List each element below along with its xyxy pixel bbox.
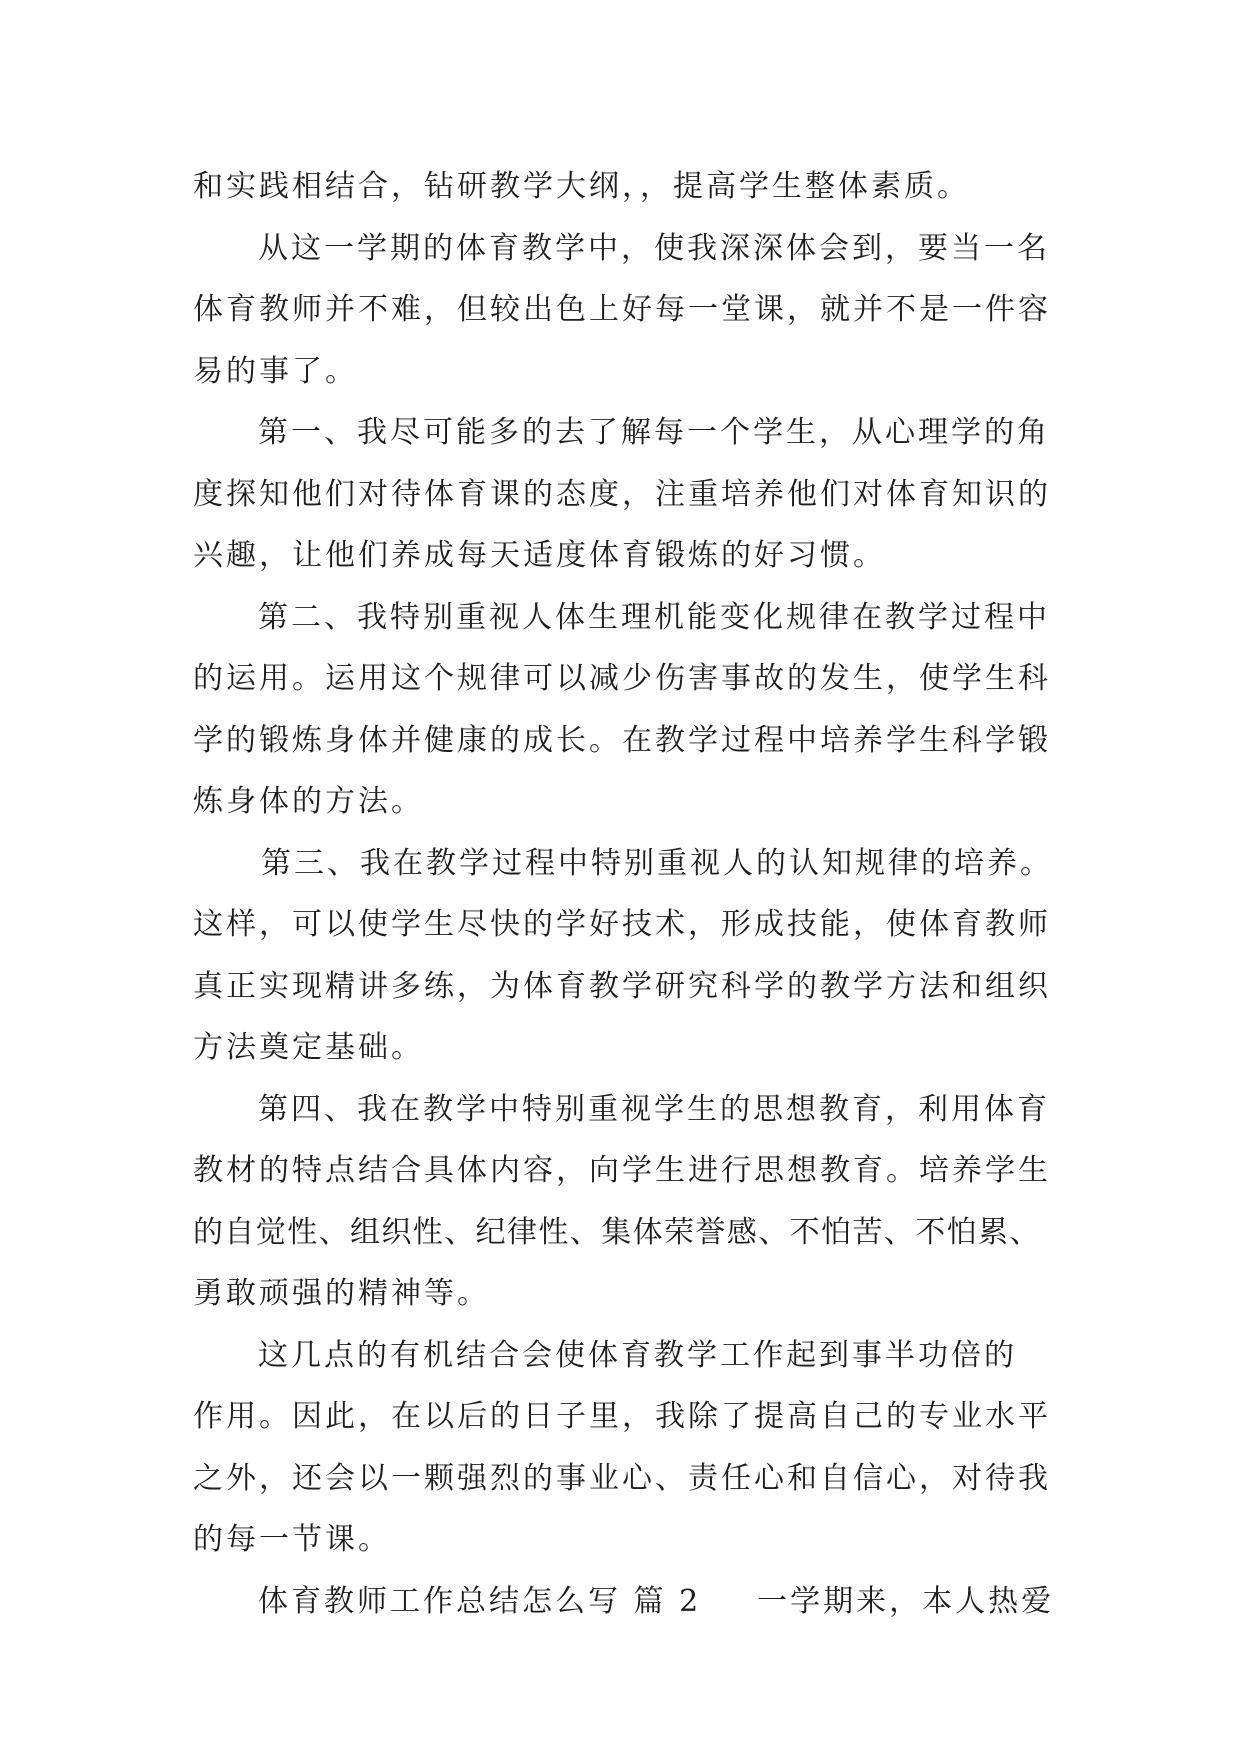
text-line: 学的锻炼身体并健康的成长。在教学过程中培养学生科学锻	[193, 722, 1051, 758]
paragraph-start: 这几点的有机结合会使体育教学工作起到事半功倍的	[258, 1337, 1017, 1373]
paragraph-start: 第一、我尽可能多的去了解每一个学生，从心理学的角	[258, 415, 1050, 450]
text-line: 勇敢顽强的精神等。	[193, 1276, 490, 1311]
paragraph-start: 第二、我特别重视人体生理机能变化规律在教学过程中	[258, 599, 1050, 635]
text-line: 兴趣，让他们养成每天适度体育锻炼的好习惯。	[193, 538, 886, 573]
text-line: 度探知他们对待体育课的态度，注重培养他们对体育知识的	[193, 476, 1051, 512]
text-line: 的自觉性、组织性、纪律性、集体荣誉感、不怕苦、不怕累、	[193, 1214, 1041, 1250]
text-line: 体育教师并不难，但较出色上好每一堂课，就并不是一件容	[193, 292, 1051, 327]
text-line: 易的事了。	[193, 353, 358, 389]
text-line: 作用。因此，在以后的日子里，我除了提高自己的专业水平	[193, 1399, 1051, 1434]
text-line: 的运用。运用这个规律可以减少伤害事故的发生，使学生科	[193, 661, 1051, 696]
text-line: 教材的特点结合具体内容，向学生进行思想教育。培养学生	[193, 1153, 1051, 1188]
text-line: 真正实现精讲多练，为体育教学研究科学的教学方法和组织	[193, 968, 1051, 1004]
paragraph-start: 从这一学期的体育教学中，使我深深体会到，要当一名	[258, 230, 1050, 266]
text-line: 方法奠定基础。	[193, 1030, 424, 1065]
text-line: 之外，还会以一颗强烈的事业心、责任心和自信心，对待我	[193, 1460, 1051, 1496]
section-heading: 体育教师工作总结怎么写 篇 2	[258, 1583, 702, 1619]
text-line: 的每一节课。	[193, 1522, 391, 1557]
body-text	[193, 156, 1063, 1632]
section-continuation: 一学期来，本人热爱	[757, 1583, 1055, 1619]
paragraph-start: 第四、我在教学中特别重视学生的思想教育，利用体育	[258, 1091, 1050, 1127]
paragraph-start: 第三、我在教学过程中特别重视人的认知规律的培养。	[261, 845, 1053, 881]
text-line: 炼身体的方法。	[193, 784, 424, 819]
text-line: 这样，可以使学生尽快的学好技术，形成技能，使体育教师	[193, 907, 1051, 942]
section-heading-line	[193, 1571, 1063, 1633]
text-line: 和实践相结合，钻研教学大纲，，提高学生整体素质。	[193, 169, 970, 204]
